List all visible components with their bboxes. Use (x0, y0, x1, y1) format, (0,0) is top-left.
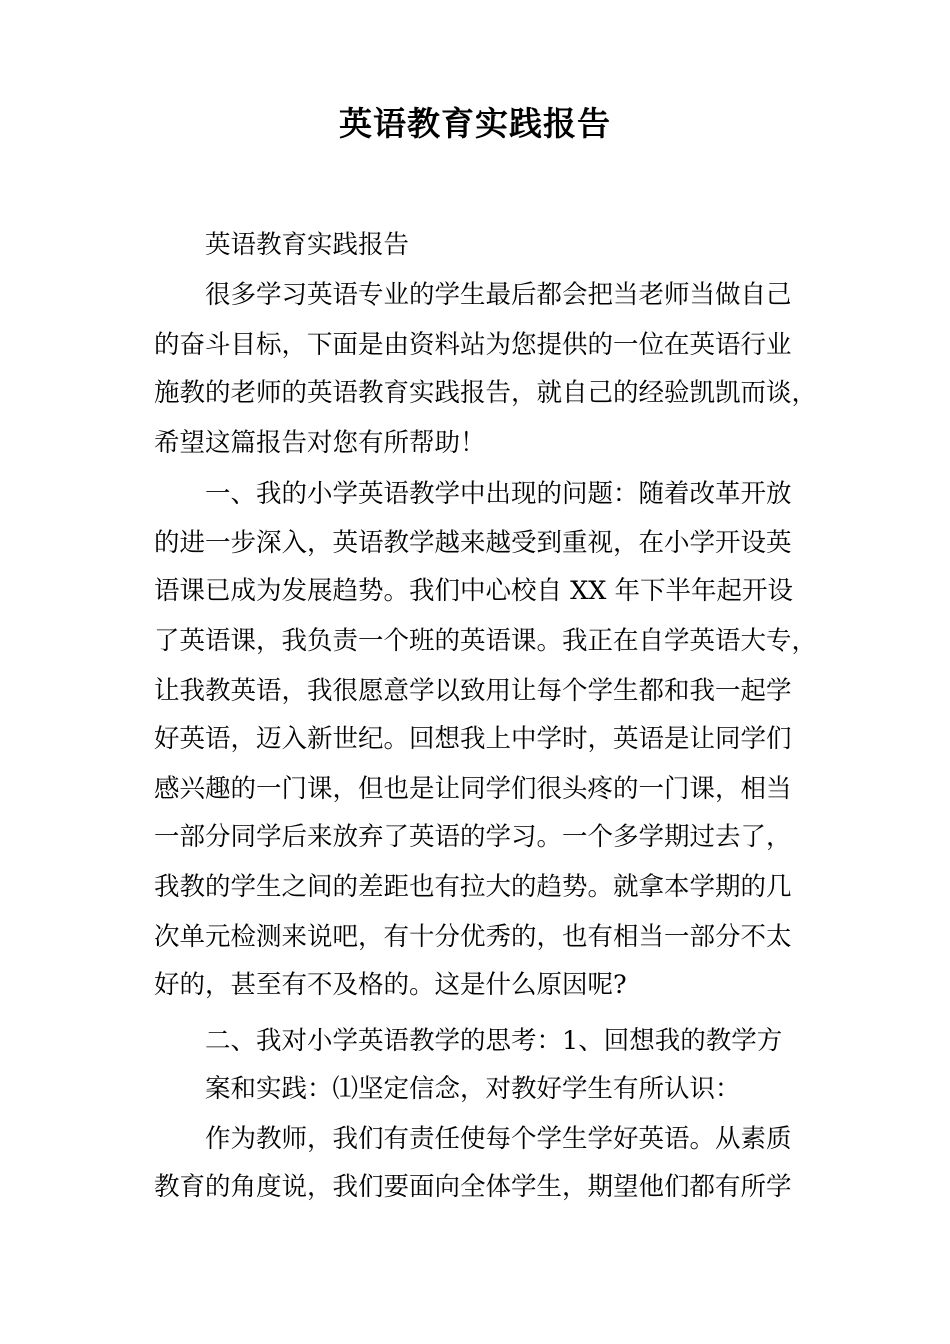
paragraph-line: 的进一步深入，英语教学越来越受到重视，在小学开设英 (154, 528, 792, 558)
paragraph-line: 感兴趣的一门课，但也是让同学们很头疼的一门课，相当 (154, 774, 792, 804)
paragraph-line: 次单元检测来说吧，有十分优秀的，也有相当一部分不太 (154, 922, 792, 952)
document-title: 英语教育实践报告 (339, 104, 611, 143)
paragraph-line: 让我教英语，我很愿意学以致用让每个学生都和我一起学 (154, 676, 792, 706)
paragraph-line: 了英语课，我负责一个班的英语课。我正在自学英语大专， (154, 626, 818, 656)
paragraph-line: 语课已成为发展趋势。我们中心校自 XX 年下半年起开设 (154, 576, 794, 606)
paragraph-line: 一部分同学后来放弃了英语的学习。一个多学期过去了， (154, 822, 792, 852)
paragraph-line: 好英语，迈入新世纪。回想我上中学时，英语是让同学们 (154, 724, 792, 754)
paragraph-line: 的奋斗目标，下面是由资料站为您提供的一位在英语行业 (154, 330, 792, 360)
paragraph-line: 好的，甚至有不及格的。这是什么原因呢? (154, 970, 627, 1000)
paragraph-line: 一、我的小学英语教学中出现的问题：随着改革开放 (205, 479, 792, 509)
subtitle-line: 英语教育实践报告 (205, 230, 410, 260)
paragraph-line: 教育的角度说，我们要面向全体学生，期望他们都有所学 (154, 1172, 792, 1202)
paragraph-line: 我教的学生之间的差距也有拉大的趋势。就拿本学期的几 (154, 872, 792, 902)
paragraph-line: 作为教师，我们有责任使每个学生学好英语。从素质 (205, 1124, 792, 1154)
paragraph-line: 希望这篇报告对您有所帮助！ (154, 428, 486, 458)
paragraph-line: 二、我对小学英语教学的思考：1、回想我的教学方 (205, 1026, 783, 1056)
paragraph-line: 案和实践：⑴坚定信念，对教好学生有所认识： (205, 1074, 741, 1104)
paragraph-line: 很多学习英语专业的学生最后都会把当老师当做自己 (205, 280, 792, 310)
paragraph-line: 施教的老师的英语教育实践报告，就自己的经验凯凯而谈， (154, 378, 818, 408)
